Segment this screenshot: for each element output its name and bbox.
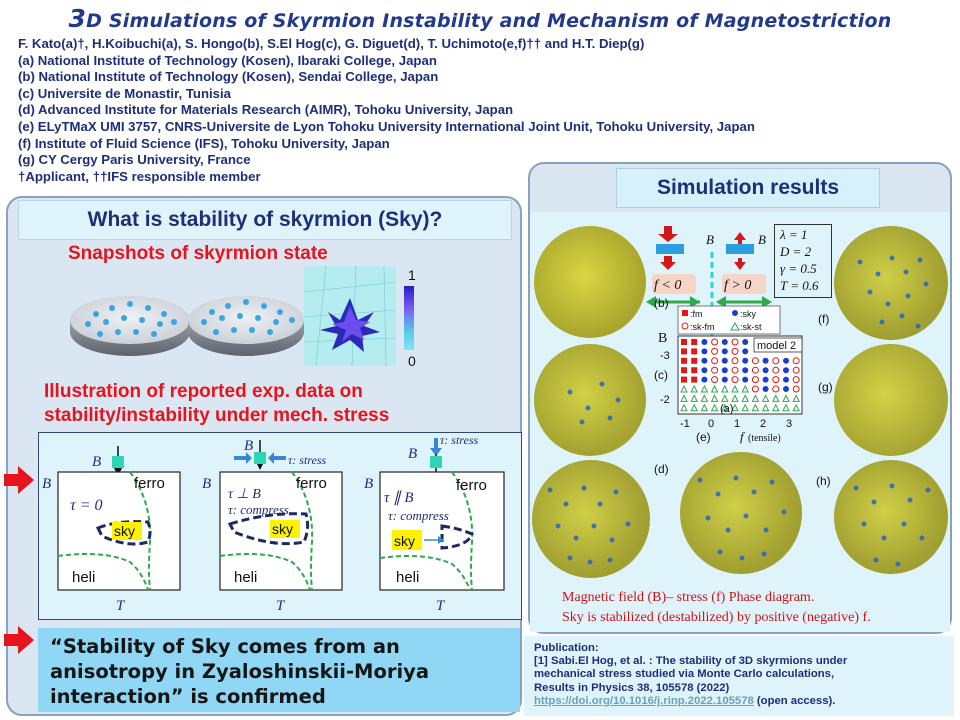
phase-point: [722, 377, 728, 383]
y-axis-label: B: [364, 476, 374, 492]
panel-label-b: (b): [654, 296, 669, 310]
model-label: model 2: [757, 340, 797, 352]
phase-point: [691, 358, 697, 364]
snapshot-disc-1: [70, 296, 190, 356]
sky-label: sky: [272, 521, 293, 537]
phase-point: [722, 339, 728, 345]
colorbar-min-label: 0: [408, 353, 416, 369]
panel-label-f: (f): [818, 312, 830, 326]
phase-point: [681, 358, 687, 364]
panel-label-d: (d): [654, 462, 669, 476]
phase-point: [691, 339, 697, 345]
phase-point: [742, 339, 748, 345]
y-tick: -2: [660, 394, 670, 406]
phase-point: [783, 386, 789, 392]
phase-point: [722, 367, 728, 373]
parameter: D = 2: [780, 244, 812, 259]
affiliation-line: (c) Universite de Monastir, Tunisia: [18, 85, 232, 101]
conclusion-text: [50, 634, 429, 709]
snapshot-disc-2: [188, 296, 304, 356]
caption-line: Magnetic field (B)– stress (f) Phase diagram.: [562, 590, 815, 605]
simulation-results-title: Simulation results: [616, 168, 880, 208]
y-tick: -3: [660, 350, 670, 362]
phase-point: [691, 367, 697, 373]
ferro-label: ferro: [456, 477, 487, 494]
field-label: B: [706, 232, 714, 247]
phase-point: [701, 367, 707, 373]
phase-point: [722, 358, 728, 364]
phase-diagram-tau-perp: [202, 438, 342, 614]
legend-item: :sky: [740, 309, 757, 319]
heli-label: heli: [72, 569, 96, 586]
access-note: (open access).: [753, 694, 836, 707]
legend-item: :sk-st: [740, 322, 762, 332]
phase-point: [742, 377, 748, 383]
phase-point: [701, 348, 707, 354]
affiliation-line: (f) Institute of Fluid Science (IFS), Tohoku University, Japan: [18, 135, 390, 151]
author-line: F. Kato(a)†, H.Koibuchi(a), S. Hongo(b), S.El Hog(c), G. Diguet(d), T. Uchimoto(e,f)†† and H.T. Diep(g): [18, 36, 645, 51]
y-axis-label: B: [202, 476, 212, 492]
heli-label: heli: [234, 569, 258, 586]
phase-point: [681, 348, 687, 354]
publication-text: [534, 642, 847, 708]
field-label: B: [408, 446, 418, 462]
x-axis-sublabel: (tensile): [748, 433, 781, 444]
stress-condition: τ ⊥ B: [228, 487, 261, 502]
field-label: B: [758, 232, 766, 247]
citation-line: mechanical stress studied via Monte Carlo calculations,: [534, 668, 835, 681]
x-axis-label: T: [116, 598, 125, 614]
phase-point: [783, 367, 789, 373]
x-axis-label: f: [740, 429, 744, 444]
ferro-label: ferro: [296, 475, 327, 492]
affiliation-line: (g) CY Cergy Paris University, France: [18, 152, 251, 168]
phase-point: [763, 377, 769, 383]
illustration-title-line: Illustration of reported exp. data on: [44, 381, 363, 402]
phase-diagram-tau-parallel: [364, 433, 504, 614]
phase-point: [763, 358, 769, 364]
stress-type: τ: compress: [388, 508, 449, 523]
legend-item: :sk-fm: [690, 322, 715, 332]
page-title: 3D Simulations of Skyrmion Instability and Mechanism of Magnetostriction: [68, 4, 892, 33]
snapshots-title: Snapshots of skyrmion state: [68, 243, 328, 264]
affiliation-line: (a) National Institute of Technology (Kosen), Ibaraki College, Japan: [18, 52, 437, 68]
colorbar: [404, 286, 414, 350]
phase-point: [742, 358, 748, 364]
panel-label-c: (c): [654, 368, 668, 382]
doi-line: [534, 695, 847, 708]
phase-point: [742, 367, 748, 373]
publication-heading: Publication:: [534, 642, 599, 654]
phase-point: [691, 377, 697, 383]
panel-label-a: (a): [720, 403, 734, 415]
phase-point: [783, 358, 789, 364]
affiliation-line: (e) ELyTMaX UMI 3757, CNRS-Universite de Lyon Tohoku University International Joint Unit, Tohoku University, Japan: [18, 118, 755, 134]
stress-label: τ: stress: [288, 453, 327, 467]
colorbar-max-label: 1: [408, 267, 416, 283]
stress-condition: τ ∥ B: [384, 490, 414, 506]
stress-type: τ: compress: [228, 502, 289, 517]
x-tick: 1: [734, 418, 741, 430]
stability-question-heading: What is stability of skyrmion (Sky)?: [18, 200, 512, 240]
phase-point: [681, 367, 687, 373]
x-axis-label: T: [276, 598, 285, 614]
phase-diagram-tau-zero: [42, 446, 180, 614]
phase-point: [722, 348, 728, 354]
illustration-title-line: stability/instability under mech. stress: [44, 405, 390, 426]
phase-point: [691, 348, 697, 354]
x-tick: 0: [708, 418, 715, 430]
phase-point: [742, 348, 748, 354]
y-axis-label: B: [658, 331, 668, 346]
sky-label: sky: [394, 533, 415, 549]
panel-label-g: (g): [818, 380, 833, 394]
skyrmion-snapshots: [66, 262, 436, 372]
skyrmion-closeup: [304, 266, 416, 369]
y-axis-label: B: [42, 476, 52, 492]
applicant-note: †Applicant, ††IFS responsible member: [18, 168, 261, 184]
panel-label-e: (e): [696, 430, 711, 444]
parameter: γ = 0.5: [780, 261, 817, 276]
f-negative-label: f < 0: [654, 278, 682, 293]
caption-line: Sky is stabilized (destabilized) by positive (negative) f.: [562, 610, 871, 625]
f-positive-label: f > 0: [724, 278, 752, 293]
phase-point: [783, 377, 789, 383]
phase-point: [763, 386, 769, 392]
stress-condition: τ = 0: [70, 497, 103, 514]
red-arrow-icon: [4, 466, 34, 494]
red-arrow-icon: [4, 626, 34, 654]
phase-point: [763, 367, 769, 373]
phase-point: [681, 339, 687, 345]
parameter: T = 0.6: [780, 278, 819, 293]
conclusion-line: “Stability of Sky comes from an: [50, 635, 400, 658]
citation-line: Results in Physics 38, 105578 (2022): [534, 681, 730, 694]
field-label: B: [244, 438, 254, 454]
x-tick: -1: [680, 418, 690, 430]
panel-label-h: (h): [816, 474, 831, 488]
conclusion-line: anisotropy in Zyaloshinskii-Moriya: [50, 660, 430, 683]
conclusion-line: interaction” is confirmed: [50, 685, 326, 708]
ferro-label: ferro: [134, 475, 165, 492]
x-axis-label: T: [436, 598, 445, 614]
legend-item: :fm: [690, 309, 703, 319]
x-tick: 3: [786, 418, 793, 430]
citation-line: [1] Sabi.El Hog, et al. : The stability of 3D skyrmions under: [534, 655, 848, 668]
phase-point: [701, 377, 707, 383]
affiliation-line: (b) National Institute of Technology (Kosen), Sendai College, Japan: [18, 69, 439, 85]
illustration-title: [44, 380, 389, 428]
phase-point: [701, 358, 707, 364]
phase-diagram-caption: [562, 588, 871, 628]
heli-label: heli: [396, 569, 420, 586]
field-label: B: [92, 454, 102, 470]
parameter: λ = 1: [780, 227, 808, 242]
stress-label: τ: stress: [440, 433, 479, 447]
affiliation-line: (d) Advanced Institute for Materials Research (AIMR), Tohoku University, Japan: [18, 102, 514, 118]
phase-point: [681, 377, 687, 383]
parameter-list: [780, 226, 819, 294]
phase-diagram-illustrations: [38, 432, 520, 618]
x-tick: 2: [760, 418, 767, 430]
sky-label: sky: [114, 523, 135, 539]
doi-link[interactable]: https://doi.org/10.1016/j.rinp.2022.105578: [534, 694, 754, 707]
phase-point: [701, 339, 707, 345]
